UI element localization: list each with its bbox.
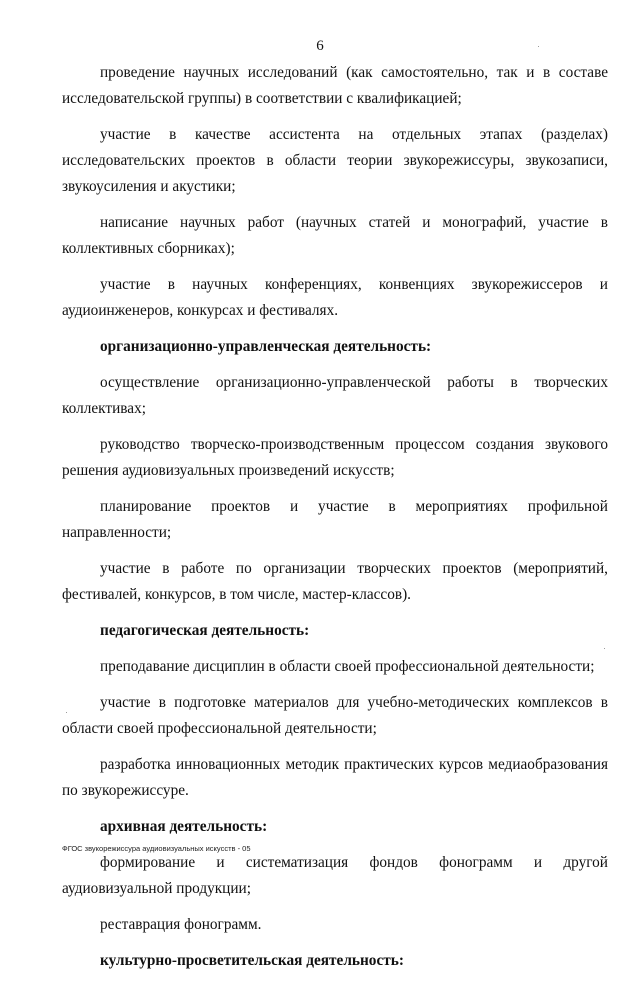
section-heading: педагогическая деятельность: [100,622,310,639]
paragraph: участие в подготовке материалов для учебно-методических комплексов в области своей профессиональной деятельности; [62,694,608,737]
section-heading: культурно-просветительская деятельность: [100,952,404,969]
paragraph: участие в качестве ассистента на отдельных этапах (разделах) исследовательских проектов в области теории звукорежиссуры, звукозаписи, звукоусиления и акустики; [62,126,608,195]
paragraph: проведение научных исследований (как самостоятельно, так и в составе исследовательской группы) в соответствии с квалификацией; [62,64,608,107]
paragraph: планирование проектов и участие в мероприятиях профильной направленности; [62,498,608,541]
paragraph: осуществление организационно-управленческой работы в творческих коллективах; [62,374,608,417]
scan-speck [538,46,539,47]
page-footer: ФГОС звукорежиссура аудиовизуальных искусств - 05 [62,844,251,853]
paragraph: разработка инновационных методик практических курсов медиаобразования по звукорежиссуре. [62,756,608,799]
section-heading: организационно-управленческая деятельность: [100,338,432,355]
paragraph: реставрация фонограмм. [100,916,262,933]
section-heading: архивная деятельность: [100,818,268,835]
paragraph: руководство творческо-производственным процессом создания звукового решения аудиовизуальных произведений искусств; [62,436,608,479]
page-number: 6 [316,38,324,54]
paragraph: формирование и систематизация фондов фонограмм и другой аудиовизуальной продукции; [62,854,608,897]
paragraph: участие в работе по организации творческих проектов (мероприятий, фестивалей, конкурсов, в том числе, мастер-классов). [62,560,608,603]
scan-speck [604,648,605,649]
paragraph: преподавание дисциплин в области своей профессиональной деятельности; [100,658,595,675]
paragraph: написание научных работ (научных статей и монографий, участие в коллективных сборниках); [62,214,608,257]
scan-speck [66,712,67,713]
paragraph: участие в научных конференциях, конвенциях звукорежиссеров и аудиоинженеров, конкурсах и фестивалях. [62,276,608,319]
